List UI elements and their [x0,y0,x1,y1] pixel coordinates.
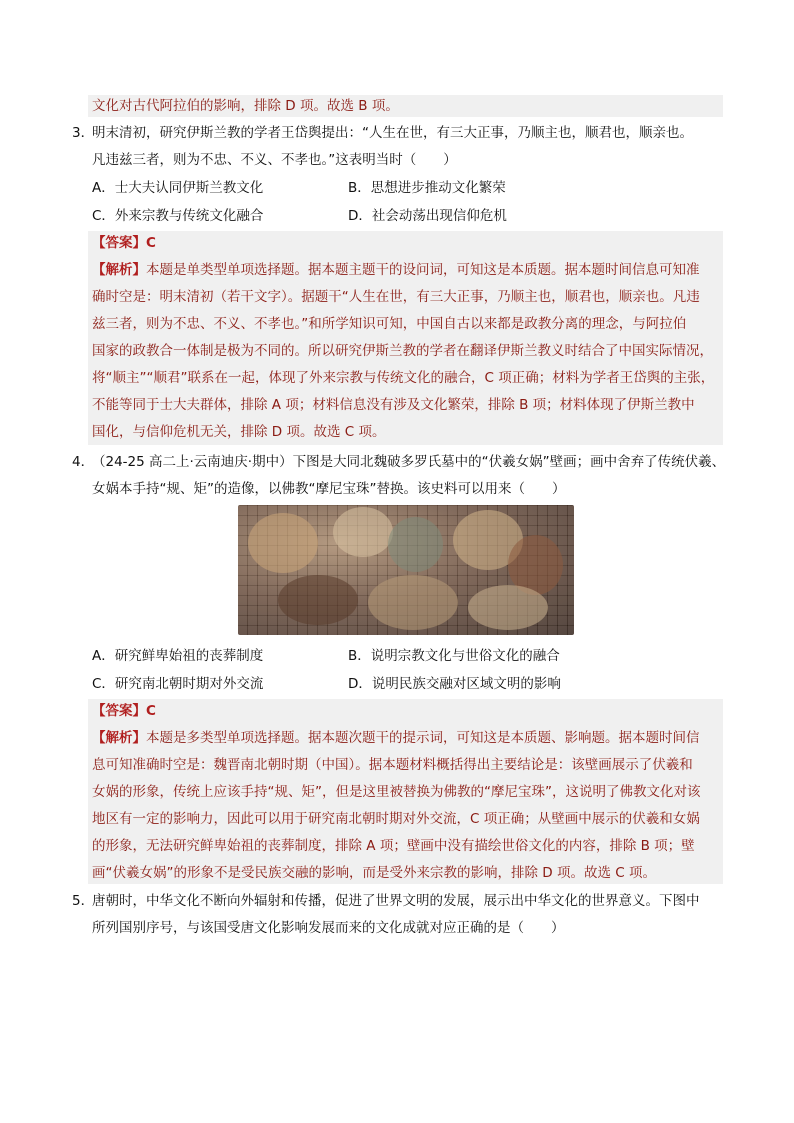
analysis-label: 【解析】 [92,262,146,278]
question-3-option-c[interactable]: C．外来宗教与传统文化融合 [92,208,264,224]
question-4-option-b[interactable]: B．说明宗教文化与世俗文化的融合 [348,648,560,664]
question-5-stem-line: 所列国别序号，与该国受唐文化影响发展而来的文化成就对应正确的是（ ） [92,920,565,936]
question-4-option-c[interactable]: C．研究南北朝时期对外交流 [92,676,264,692]
question-4-analysis-line [92,729,700,747]
question-3-option-d[interactable]: D．社会动荡出现信仰危机 [348,208,507,224]
question-3-stem-line: 凡违兹三者，则为不忠、不义、不孝也。”这表明当时（ ） [92,152,457,168]
question-3-analysis-line: 不能等同于士大夫群体，排除 A 项；材料信息没有涉及文化繁荣，排除 B 项；材料体现了伊斯兰教中 [92,397,695,413]
question-3-analysis-line: 国家的政教合一体制是极为不同的。所以研究伊斯兰教的学者在翻译伊斯兰教义时结合了中国实际情况， [92,343,713,359]
question-4-analysis-line: 息可知准确时空是：魏晋南北朝时期（中国）。据本题材料概括得出主要结论是：该壁画展示了伏羲和 [92,757,693,773]
answer-value: C [146,235,156,251]
question-4-option-d[interactable]: D．说明民族交融对区域文明的影响 [348,676,561,692]
analysis-label: 【解析】 [92,730,146,746]
question-4-option-a[interactable]: A．研究鲜卑始祖的丧葬制度 [92,648,264,664]
question-4-analysis-line: 地区有一定的影响力，因此可以用于研究南北朝时期对外交流，C 项正确；从壁画中展示的伏羲和女娲 [92,811,700,827]
answer-label: 【答案】 [92,703,146,719]
question-4-analysis-line: 女娲的形象，传统上应该手持“规、矩”，但是这里被替换为佛教的“摩尼宝珠”，这说明了佛教文化对该 [92,784,701,800]
question-4-number: 4． [72,454,95,470]
question-4-analysis-line: 画“伏羲女娲”的形象不是受民族交融的影响，而是受外来宗教的影响，排除 D 项。故选 C 项。 [92,865,656,881]
question-3-analysis-line: 兹三者，则为不忠、不义、不孝也。”和所学知识可知，中国自古以来都是政教分离的理念，与阿拉伯 [92,316,687,332]
question-4-stem-line: 女娲本手持“规、矩”的造像，以佛教“摩尼宝珠”替换。该史料可以用来（ ） [92,481,566,497]
question-3-answer [92,234,156,252]
answer-label: 【答案】 [92,235,146,251]
question-5-number: 5． [72,893,95,909]
question-3-analysis-line [92,261,700,279]
question-4-answer [92,702,156,720]
analysis-text: 本题是单类型单项选择题。据本题主题干的设问词，可知这是本质题。据本题时间信息可知准 [146,262,700,278]
fuxi-nuwa-mural-image [238,505,574,635]
question-3-option-a[interactable]: A．士大夫认同伊斯兰教文化 [92,180,264,196]
question-3-option-b[interactable]: B．思想进步推动文化繁荣 [348,180,506,196]
prev-analysis-text: 文化对古代阿拉伯的影响，排除 D 项。故选 B 项。 [92,98,399,114]
question-3-analysis-line: 将“顺主”“顺君”联系在一起，体现了外来宗教与传统文化的融合，C 项正确；材料为学者王岱舆的主张， [92,370,715,386]
question-5-stem-line: 唐朝时，中华文化不断向外辐射和传播，促进了世界文明的发展，展示出中华文化的世界意义。下图中 [92,893,700,909]
question-4-analysis-line: 的形象，无法研究鲜卑始祖的丧葬制度，排除 A 项；壁画中没有描绘世俗文化的内容，排除 B 项；壁 [92,838,695,854]
question-3-analysis-line: 确时空是：明末清初（若干文字）。据题干“人生在世，有三大正事，乃顺主也，顺君也，顺亲也。凡违 [92,289,700,305]
question-4-stem-line: （24-25 高二上·云南迪庆·期中）下图是大同北魏破多罗氏墓中的“伏羲女娲”壁画；画中舍弃了传统伏羲、 [92,454,726,470]
question-3-analysis-line: 国化，与信仰危机无关，排除 D 项。故选 C 项。 [92,424,386,440]
question-3-number: 3． [72,125,95,141]
analysis-text: 本题是多类型单项选择题。据本题次题干的提示词，可知这是本质题、影响题。据本题时间信 [146,730,700,746]
question-3-stem-line: 明末清初，研究伊斯兰教的学者王岱舆提出：“人生在世，有三大正事，乃顺主也，顺君也，顺亲也。 [92,125,693,141]
answer-value: C [146,703,156,719]
